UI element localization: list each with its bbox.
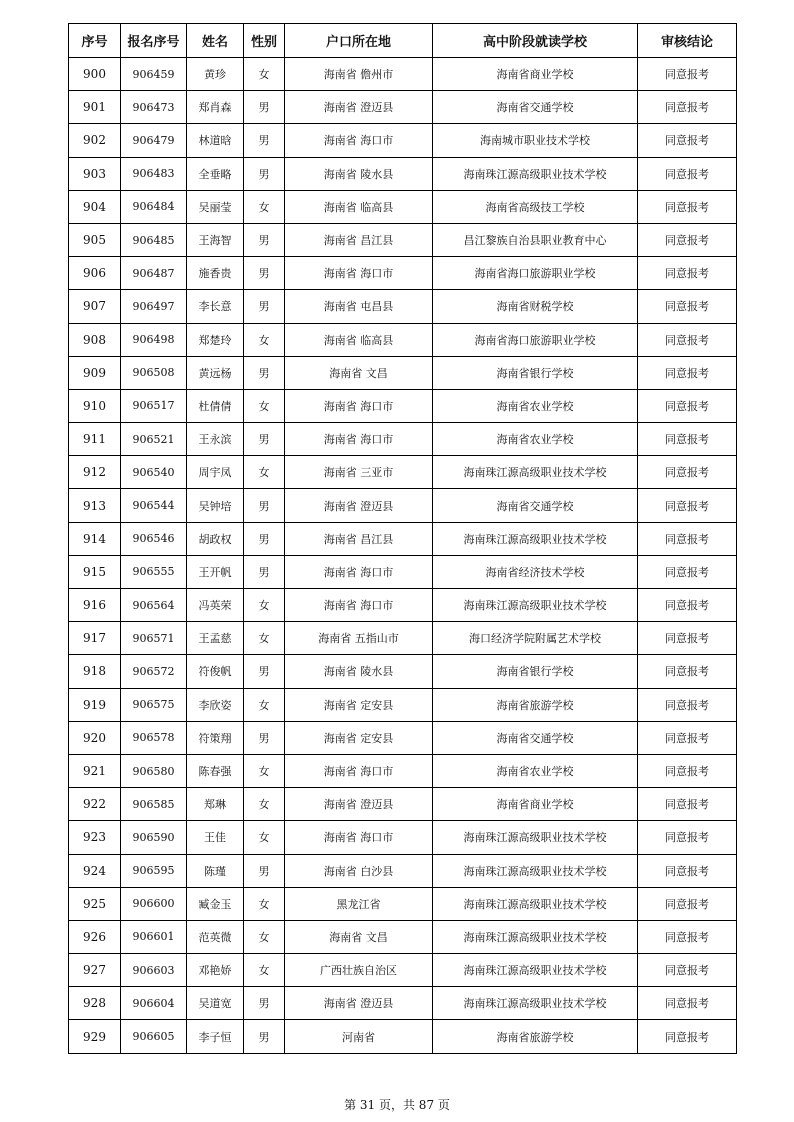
table-row	[69, 1020, 737, 1053]
registration-number-cell: 906508	[121, 356, 187, 389]
household-location-cell: 海南省 三亚市	[285, 456, 433, 489]
household-location-cell: 海南省 澄迈县	[285, 788, 433, 821]
table-row	[69, 655, 737, 688]
row-number-cell: 900	[69, 58, 121, 91]
household-location-cell: 海南省 陵水县	[285, 157, 433, 190]
row-number-cell: 904	[69, 190, 121, 223]
review-result-cell: 同意报考	[638, 223, 737, 256]
school-cell: 海口经济学院附属艺术学校	[433, 622, 638, 655]
household-location-cell: 海南省 澄迈县	[285, 987, 433, 1020]
review-result-cell: 同意报考	[638, 190, 737, 223]
review-result-cell: 同意报考	[638, 920, 737, 953]
table-row	[69, 887, 737, 920]
gender-cell: 女	[244, 190, 285, 223]
review-result-cell: 同意报考	[638, 954, 737, 987]
registration-number-cell: 906479	[121, 124, 187, 157]
household-location-cell: 海南省 屯昌县	[285, 290, 433, 323]
school-cell: 海南城市职业技术学校	[433, 124, 638, 157]
name-cell: 周宇凤	[187, 456, 244, 489]
table-row	[69, 389, 737, 422]
school-cell: 海南珠江源高级职业技术学校	[433, 887, 638, 920]
household-location-cell: 海南省 陵水县	[285, 655, 433, 688]
name-cell: 王佳	[187, 821, 244, 854]
school-cell: 海南省经济技术学校	[433, 555, 638, 588]
row-number-cell: 919	[69, 688, 121, 721]
school-cell: 海南省海口旅游职业学校	[433, 323, 638, 356]
row-number-cell: 926	[69, 920, 121, 953]
school-cell: 海南省农业学校	[433, 389, 638, 422]
registration-number-cell: 906605	[121, 1020, 187, 1053]
review-result-cell: 同意报考	[638, 257, 737, 290]
household-location-cell: 海南省 白沙县	[285, 854, 433, 887]
table-row	[69, 754, 737, 787]
table-row	[69, 688, 737, 721]
row-number-cell: 929	[69, 1020, 121, 1053]
registration-number-cell: 906580	[121, 754, 187, 787]
review-result-cell: 同意报考	[638, 124, 737, 157]
review-result-cell: 同意报考	[638, 522, 737, 555]
row-number-cell: 921	[69, 754, 121, 787]
table-row	[69, 555, 737, 588]
table-row	[69, 157, 737, 190]
registration-number-cell: 906585	[121, 788, 187, 821]
table-row	[69, 788, 737, 821]
registration-number-cell: 906517	[121, 389, 187, 422]
row-number-cell: 910	[69, 389, 121, 422]
table-row	[69, 489, 737, 522]
review-result-cell: 同意报考	[638, 987, 737, 1020]
name-cell: 杜倩倩	[187, 389, 244, 422]
table-row	[69, 589, 737, 622]
name-cell: 郑琳	[187, 788, 244, 821]
school-cell: 海南省交通学校	[433, 721, 638, 754]
household-location-cell: 海南省 海口市	[285, 821, 433, 854]
table-row	[69, 223, 737, 256]
gender-cell: 女	[244, 323, 285, 356]
school-cell: 海南省海口旅游职业学校	[433, 257, 638, 290]
household-location-cell: 海南省 昌江县	[285, 223, 433, 256]
school-cell: 昌江黎族自治县职业教育中心	[433, 223, 638, 256]
row-number-cell: 924	[69, 854, 121, 887]
gender-cell: 男	[244, 854, 285, 887]
household-location-cell: 海南省 五指山市	[285, 622, 433, 655]
review-result-cell: 同意报考	[638, 887, 737, 920]
table-row	[69, 124, 737, 157]
name-cell: 陈春强	[187, 754, 244, 787]
household-location-cell: 海南省 海口市	[285, 589, 433, 622]
review-result-cell: 同意报考	[638, 754, 737, 787]
row-number-cell: 912	[69, 456, 121, 489]
review-result-cell: 同意报考	[638, 58, 737, 91]
household-location-cell: 海南省 海口市	[285, 754, 433, 787]
row-number-cell: 907	[69, 290, 121, 323]
name-cell: 邓艳娇	[187, 954, 244, 987]
table-row	[69, 290, 737, 323]
table-row	[69, 821, 737, 854]
gender-cell: 女	[244, 887, 285, 920]
name-cell: 施香贵	[187, 257, 244, 290]
name-cell: 李欣姿	[187, 688, 244, 721]
row-number-cell: 903	[69, 157, 121, 190]
name-cell: 吴丽莹	[187, 190, 244, 223]
registration-number-cell: 906603	[121, 954, 187, 987]
household-location-cell: 海南省 海口市	[285, 389, 433, 422]
row-number-cell: 908	[69, 323, 121, 356]
page-footer: 第 31 页，共 87 页	[344, 1098, 450, 1112]
household-location-cell: 广西壮族自治区	[285, 954, 433, 987]
row-number-cell: 902	[69, 124, 121, 157]
row-number-cell: 922	[69, 788, 121, 821]
registration-number-cell: 906473	[121, 91, 187, 124]
school-cell: 海南省交通学校	[433, 489, 638, 522]
table-row	[69, 987, 737, 1020]
review-result-cell: 同意报考	[638, 423, 737, 456]
household-location-cell: 海南省 昌江县	[285, 522, 433, 555]
review-result-cell: 同意报考	[638, 589, 737, 622]
household-location-cell: 海南省 文昌	[285, 356, 433, 389]
gender-cell: 男	[244, 555, 285, 588]
review-result-cell: 同意报考	[638, 356, 737, 389]
household-location-cell: 海南省 儋州市	[285, 58, 433, 91]
name-cell: 郑肖森	[187, 91, 244, 124]
gender-cell: 男	[244, 522, 285, 555]
row-number-cell: 925	[69, 887, 121, 920]
gender-cell: 男	[244, 489, 285, 522]
table-row	[69, 190, 737, 223]
name-cell: 全垂略	[187, 157, 244, 190]
name-cell: 符俊帆	[187, 655, 244, 688]
review-result-cell: 同意报考	[638, 688, 737, 721]
review-result-cell: 同意报考	[638, 1020, 737, 1053]
name-cell: 黄远杨	[187, 356, 244, 389]
name-cell: 王开帆	[187, 555, 244, 588]
review-result-cell: 同意报考	[638, 157, 737, 190]
registration-number-cell: 906521	[121, 423, 187, 456]
review-result-cell: 同意报考	[638, 622, 737, 655]
school-cell: 海南珠江源高级职业技术学校	[433, 522, 638, 555]
review-result-cell: 同意报考	[638, 854, 737, 887]
gender-cell: 女	[244, 821, 285, 854]
school-cell: 海南珠江源高级职业技术学校	[433, 157, 638, 190]
household-location-cell: 海南省 海口市	[285, 555, 433, 588]
name-cell: 李长意	[187, 290, 244, 323]
column-header: 户口所在地	[285, 24, 433, 58]
gender-cell: 男	[244, 356, 285, 389]
review-result-cell: 同意报考	[638, 655, 737, 688]
gender-cell: 男	[244, 124, 285, 157]
household-location-cell: 海南省 定安县	[285, 688, 433, 721]
school-cell: 海南省旅游学校	[433, 1020, 638, 1053]
registration-number-cell: 906498	[121, 323, 187, 356]
name-cell: 陈瑾	[187, 854, 244, 887]
row-number-cell: 905	[69, 223, 121, 256]
school-cell: 海南省农业学校	[433, 423, 638, 456]
gender-cell: 女	[244, 788, 285, 821]
row-number-cell: 901	[69, 91, 121, 124]
gender-cell: 女	[244, 688, 285, 721]
registration-number-cell: 906497	[121, 290, 187, 323]
row-number-cell: 906	[69, 257, 121, 290]
review-result-cell: 同意报考	[638, 721, 737, 754]
name-cell: 王永滨	[187, 423, 244, 456]
gender-cell: 女	[244, 589, 285, 622]
row-number-cell: 923	[69, 821, 121, 854]
review-result-cell: 同意报考	[638, 555, 737, 588]
school-cell: 海南省商业学校	[433, 788, 638, 821]
name-cell: 冯英荣	[187, 589, 244, 622]
registration-number-cell: 906540	[121, 456, 187, 489]
registration-number-cell: 906485	[121, 223, 187, 256]
household-location-cell: 海南省 文昌	[285, 920, 433, 953]
registration-number-cell: 906590	[121, 821, 187, 854]
gender-cell: 女	[244, 622, 285, 655]
name-cell: 吴道宽	[187, 987, 244, 1020]
household-location-cell: 海南省 海口市	[285, 124, 433, 157]
school-cell: 海南珠江源高级职业技术学校	[433, 987, 638, 1020]
table-row	[69, 622, 737, 655]
gender-cell: 女	[244, 58, 285, 91]
review-result-cell: 同意报考	[638, 91, 737, 124]
registration-number-cell: 906571	[121, 622, 187, 655]
gender-cell: 男	[244, 290, 285, 323]
review-result-cell: 同意报考	[638, 323, 737, 356]
household-location-cell: 海南省 海口市	[285, 423, 433, 456]
gender-cell: 男	[244, 1020, 285, 1053]
registration-number-cell: 906459	[121, 58, 187, 91]
row-number-cell: 914	[69, 522, 121, 555]
review-result-cell: 同意报考	[638, 788, 737, 821]
row-number-cell: 920	[69, 721, 121, 754]
gender-cell: 男	[244, 157, 285, 190]
row-number-cell: 913	[69, 489, 121, 522]
name-cell: 李子恒	[187, 1020, 244, 1053]
household-location-cell: 海南省 临高县	[285, 190, 433, 223]
column-header: 姓名	[187, 24, 244, 58]
school-cell: 海南省高级技工学校	[433, 190, 638, 223]
registration-number-cell: 906601	[121, 920, 187, 953]
table-header	[69, 24, 737, 58]
household-location-cell: 海南省 澄迈县	[285, 489, 433, 522]
school-cell: 海南省农业学校	[433, 754, 638, 787]
gender-cell: 男	[244, 91, 285, 124]
gender-cell: 男	[244, 257, 285, 290]
school-cell: 海南省银行学校	[433, 356, 638, 389]
household-location-cell: 海南省 临高县	[285, 323, 433, 356]
name-cell: 王孟慈	[187, 622, 244, 655]
school-cell: 海南珠江源高级职业技术学校	[433, 954, 638, 987]
school-cell: 海南省旅游学校	[433, 688, 638, 721]
gender-cell: 男	[244, 987, 285, 1020]
name-cell: 臧金玉	[187, 887, 244, 920]
column-header: 报名序号	[121, 24, 187, 58]
table-row	[69, 721, 737, 754]
school-cell: 海南珠江源高级职业技术学校	[433, 589, 638, 622]
gender-cell: 男	[244, 721, 285, 754]
table-row	[69, 854, 737, 887]
gender-cell: 女	[244, 456, 285, 489]
registration-number-cell: 906564	[121, 589, 187, 622]
row-number-cell: 928	[69, 987, 121, 1020]
table-row	[69, 522, 737, 555]
row-number-cell: 918	[69, 655, 121, 688]
registration-number-cell: 906600	[121, 887, 187, 920]
table-row	[69, 456, 737, 489]
table-row	[69, 954, 737, 987]
school-cell: 海南省交通学校	[433, 91, 638, 124]
school-cell: 海南省商业学校	[433, 58, 638, 91]
school-cell: 海南珠江源高级职业技术学校	[433, 821, 638, 854]
name-cell: 王海智	[187, 223, 244, 256]
row-number-cell: 917	[69, 622, 121, 655]
table-row	[69, 58, 737, 91]
row-number-cell: 909	[69, 356, 121, 389]
table-row	[69, 920, 737, 953]
table-row	[69, 356, 737, 389]
registration-number-cell: 906575	[121, 688, 187, 721]
gender-cell: 男	[244, 655, 285, 688]
name-cell: 郑楚玲	[187, 323, 244, 356]
household-location-cell: 海南省 定安县	[285, 721, 433, 754]
name-cell: 吴钟培	[187, 489, 244, 522]
registration-number-cell: 906484	[121, 190, 187, 223]
name-cell: 黄珍	[187, 58, 244, 91]
registration-number-cell: 906604	[121, 987, 187, 1020]
gender-cell: 男	[244, 423, 285, 456]
household-location-cell: 海南省 澄迈县	[285, 91, 433, 124]
row-number-cell: 916	[69, 589, 121, 622]
name-cell: 符策翔	[187, 721, 244, 754]
registration-number-cell: 906546	[121, 522, 187, 555]
gender-cell: 女	[244, 389, 285, 422]
applicant-table	[68, 23, 737, 1054]
row-number-cell: 915	[69, 555, 121, 588]
row-number-cell: 927	[69, 954, 121, 987]
registration-number-cell: 906487	[121, 257, 187, 290]
registration-number-cell: 906595	[121, 854, 187, 887]
school-cell: 海南省财税学校	[433, 290, 638, 323]
school-cell: 海南珠江源高级职业技术学校	[433, 920, 638, 953]
name-cell: 胡政权	[187, 522, 244, 555]
registration-number-cell: 906578	[121, 721, 187, 754]
household-location-cell: 河南省	[285, 1020, 433, 1053]
gender-cell: 女	[244, 954, 285, 987]
column-header: 序号	[69, 24, 121, 58]
name-cell: 范英微	[187, 920, 244, 953]
table-row	[69, 91, 737, 124]
registration-number-cell: 906483	[121, 157, 187, 190]
name-cell: 林道晗	[187, 124, 244, 157]
household-location-cell: 海南省 海口市	[285, 257, 433, 290]
gender-cell: 女	[244, 920, 285, 953]
column-header: 审核结论	[638, 24, 737, 58]
school-cell: 海南省银行学校	[433, 655, 638, 688]
column-header: 高中阶段就读学校	[433, 24, 638, 58]
review-result-cell: 同意报考	[638, 389, 737, 422]
row-number-cell: 911	[69, 423, 121, 456]
table-row	[69, 423, 737, 456]
review-result-cell: 同意报考	[638, 290, 737, 323]
column-header: 性别	[244, 24, 285, 58]
review-result-cell: 同意报考	[638, 456, 737, 489]
table-row	[69, 257, 737, 290]
review-result-cell: 同意报考	[638, 489, 737, 522]
school-cell: 海南珠江源高级职业技术学校	[433, 456, 638, 489]
registration-number-cell: 906555	[121, 555, 187, 588]
registration-number-cell: 906544	[121, 489, 187, 522]
review-result-cell: 同意报考	[638, 821, 737, 854]
gender-cell: 男	[244, 223, 285, 256]
household-location-cell: 黑龙江省	[285, 887, 433, 920]
registration-number-cell: 906572	[121, 655, 187, 688]
gender-cell: 女	[244, 754, 285, 787]
table-row	[69, 323, 737, 356]
school-cell: 海南珠江源高级职业技术学校	[433, 854, 638, 887]
